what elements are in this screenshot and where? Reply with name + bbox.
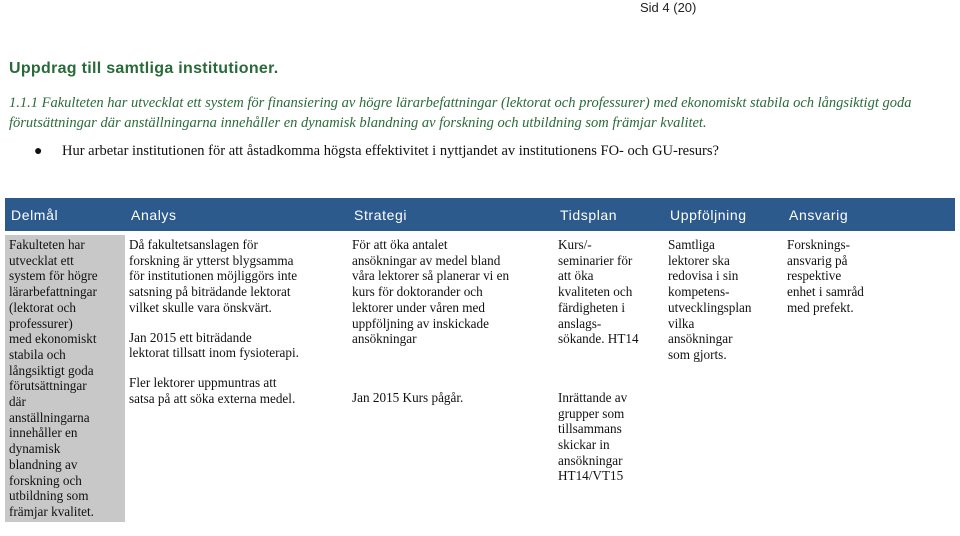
cell-ansvarig bbox=[783, 235, 955, 522]
section-heading: Uppdrag till samtliga institutioner. bbox=[9, 60, 279, 77]
strategi-text-1: För att öka antalet ansökningar av medel bland våra lektorer så planerar vi en kurs för doktorander och lektorer under våren med uppföljning av inskickade ansökningar bbox=[352, 237, 510, 347]
header-delmal: Delmål bbox=[5, 198, 125, 231]
header-analys: Analys bbox=[125, 198, 348, 231]
goals-table-grid bbox=[5, 198, 955, 522]
tidsplan-text-2: Inrättande av grupper som tillsammans skickar in ansökningar HT14/VT15 bbox=[558, 389, 628, 484]
cell-tidsplan bbox=[554, 235, 664, 522]
page-number: Sid 4 (20) bbox=[640, 0, 697, 15]
cell-analys bbox=[125, 235, 348, 522]
cell-uppfoljning bbox=[664, 235, 783, 522]
cell-delmal bbox=[5, 235, 125, 522]
tidsplan-text-1: Kurs/- seminarier för att öka kvaliteten och färdigheten i anslags- sökande. HT14 bbox=[558, 237, 639, 347]
ansvarig-text: Forsknings- ansvarig på respektive enhet i samråd med prefekt. bbox=[787, 237, 864, 315]
bullet-icon: ● bbox=[34, 144, 43, 159]
header-ansvarig: Ansvarig bbox=[783, 198, 955, 231]
goals-table bbox=[5, 198, 955, 536]
header-uppfoljning: Uppföljning bbox=[664, 198, 783, 231]
header-strategi: Strategi bbox=[348, 198, 554, 231]
delmal-text: Fakulteten har utvecklat ett system för högre lärarbefattningar (lektorat och professurer) med ekonomiskt stabila och långsiktigt goda förutsättningar där anställningarna innehåller en dynamisk blandning av forskning och utbildning som främjar kvalitet. bbox=[9, 237, 98, 519]
uppfoljning-text: Samtliga lektorer ska redovisa i sin kompetens- utvecklingsplan vilka ansökningar som gjorts. bbox=[668, 237, 752, 362]
table-header-row bbox=[5, 198, 955, 231]
cell-strategi bbox=[348, 235, 554, 522]
question-text: Hur arbetar institutionen för att åstadkomma högsta effektivitet i nyttjandet av institutionens FO- och GU-resurs? bbox=[62, 143, 719, 159]
strategi-text-2: Jan 2015 Kurs pågår. bbox=[352, 389, 464, 405]
analys-text-1: Då fakultetsanslagen för forskning är ytterst blygsamma för institutionen möjliggörs inte satsning på biträdande lektorat vilket skulle vara önskvärt. bbox=[129, 237, 298, 315]
analys-text-2: Jan 2015 ett biträdande lektorat tillsatt inom fysioterapi. bbox=[129, 329, 299, 361]
header-tidsplan: Tidsplan bbox=[554, 198, 664, 231]
analys-text-3: Fler lektorer uppmuntras att satsa på att söka externa medel. bbox=[129, 374, 296, 406]
table-row bbox=[5, 235, 955, 522]
goal-subheading: 1.1.1 Fakulteten har utvecklat ett system för finansiering av högre lärarbefattningar (lektorat och professurer) med ekonomiskt stabila och långsiktigt goda förutsättningar där anställningarna innehåller en dynamisk blandning av forskning och utbildning som främjar kvalitet. bbox=[9, 95, 912, 131]
